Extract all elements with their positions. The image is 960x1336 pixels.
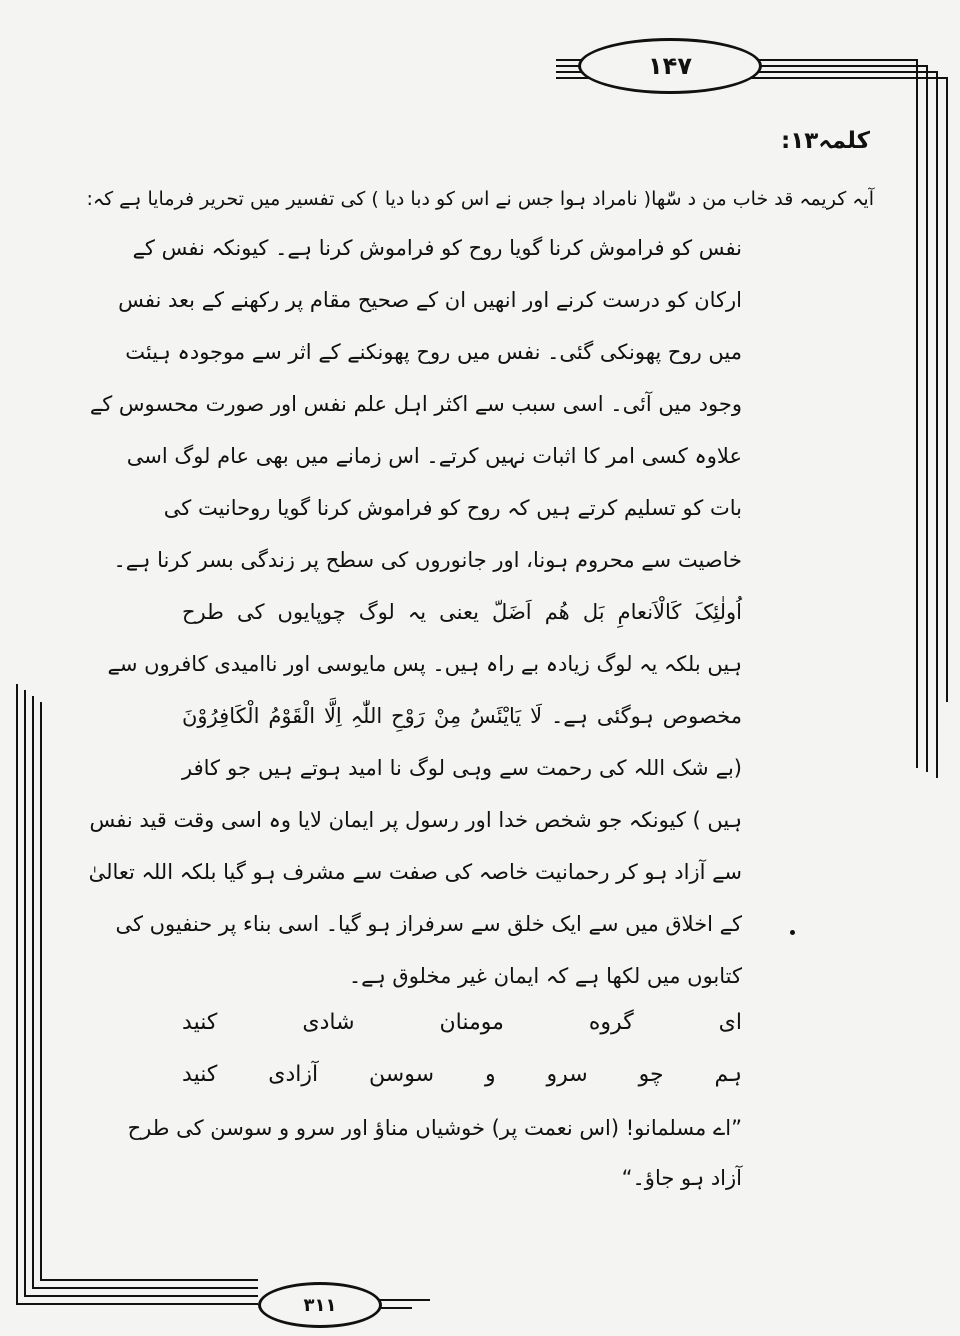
verse-word: شادی bbox=[302, 1010, 355, 1035]
translation-line: آزاد ہو جاؤ۔“ bbox=[621, 1166, 742, 1190]
body-last-line: کتابوں میں لکھا ہے کہ ایمان غیر مخلوق ہے۔ bbox=[348, 964, 742, 988]
page-number-badge bbox=[578, 38, 762, 94]
persian-verse-line-1 bbox=[182, 1010, 742, 1035]
verse-word: و bbox=[484, 1062, 496, 1087]
verse-word: سوسن bbox=[369, 1062, 435, 1087]
translation-line: ”اے مسلمانو! (اس نعمت پر) خوشیاں مناؤ اور سرو و سوسن کی طرح bbox=[127, 1116, 742, 1140]
footer-number: ۳۱۱ bbox=[303, 1294, 337, 1316]
verse-word: سرو bbox=[546, 1062, 588, 1087]
verse-word: کنید bbox=[182, 1010, 218, 1035]
body-line: (بے شک اللہ کی رحمت سے وہی لوگ نا امید ہوتے ہیں جو کافر bbox=[182, 756, 742, 780]
body-line: وجود میں آئی۔ اسی سبب سے اکثر اہل علم نفس اور صورت محسوس کے bbox=[89, 392, 742, 416]
body-line: میں روح پھونکی گئی۔ نفس میں روح پھونکنے کے اثر سے موجودہ ہیئت bbox=[125, 340, 742, 364]
quran-verse-line: اُولٰئِکَ کَالْاَنعامِ بَل ھُم اَضَلّ یعنی یہ لوگ چوپایوں کی طرح bbox=[182, 600, 742, 624]
body-line: ارکان کو درست کرنے اور انھیں ان کے صحیح مقام پر رکھنے کے بعد نفس bbox=[118, 288, 742, 312]
verse-word: کنید bbox=[182, 1062, 218, 1087]
body-line: علاوہ کسی امر کا اثبات نہیں کرتے۔ اس زمانے میں بھی عام لوگ اسی bbox=[126, 444, 742, 468]
verse-word: مومنان bbox=[439, 1010, 504, 1035]
stray-mark bbox=[790, 930, 795, 935]
body-line: نفس کو فراموش کرنا گویا روح کو فراموش کرنا ہے۔ کیونکہ نفس کے bbox=[132, 236, 742, 260]
footer-number-badge bbox=[258, 1282, 382, 1328]
verse-word: چو bbox=[638, 1062, 664, 1087]
verse-word: آزادی bbox=[268, 1062, 319, 1087]
verse-word: گروه bbox=[588, 1010, 634, 1035]
page-number: ۱۴۷ bbox=[648, 52, 692, 80]
body-line: بات کو تسلیم کرتے ہیں کہ روح کو فراموش کرنا گویا روحانیت کی bbox=[163, 496, 742, 520]
verse-word: ای bbox=[718, 1010, 742, 1035]
section-intro: آیہ کریمہ قد خاب من د سّٰھا( نامراد ہوا جس نے اس کو دبا دیا ) کی تفسیر میں تحریر فرمایا ہے کہ: bbox=[86, 188, 874, 210]
quran-verse-line: مخصوص ہوگئی ہے۔ لَا یَایْئَسُ مِنْ رَوْحِ اللّٰہِ اِلَّا الْقَوْمُ الْکَافِرُوْنَ bbox=[182, 704, 742, 728]
body-line: سے آزاد ہو کر رحمانیت خاصہ کی صفت سے مشرف ہو گیا بلکہ اللہ تعالیٰ bbox=[88, 860, 742, 884]
body-line: خاصیت سے محروم ہونا، اور جانوروں کی سطح پر زندگی بسر کرنا ہے۔ bbox=[113, 548, 742, 572]
section-heading: کلمہ۱۳: bbox=[781, 128, 870, 154]
body-line: کے اخلاق میں سے ایک خلق سے سرفراز ہو گیا۔ اسی بناء پر حنفیوں کی bbox=[115, 912, 742, 936]
persian-verse-line-2 bbox=[182, 1062, 742, 1087]
body-line: ہیں ) کیونکہ جو شخص خدا اور رسول پر ایمان لایا وہ اسی وقت قید نفس bbox=[89, 808, 742, 832]
verse-word: ہم bbox=[714, 1062, 742, 1087]
body-line: ہیں بلکہ یہ لوگ زیادہ بے راہ ہیں۔ پس مایوسی اور ناامیدی کافروں سے bbox=[107, 652, 742, 676]
